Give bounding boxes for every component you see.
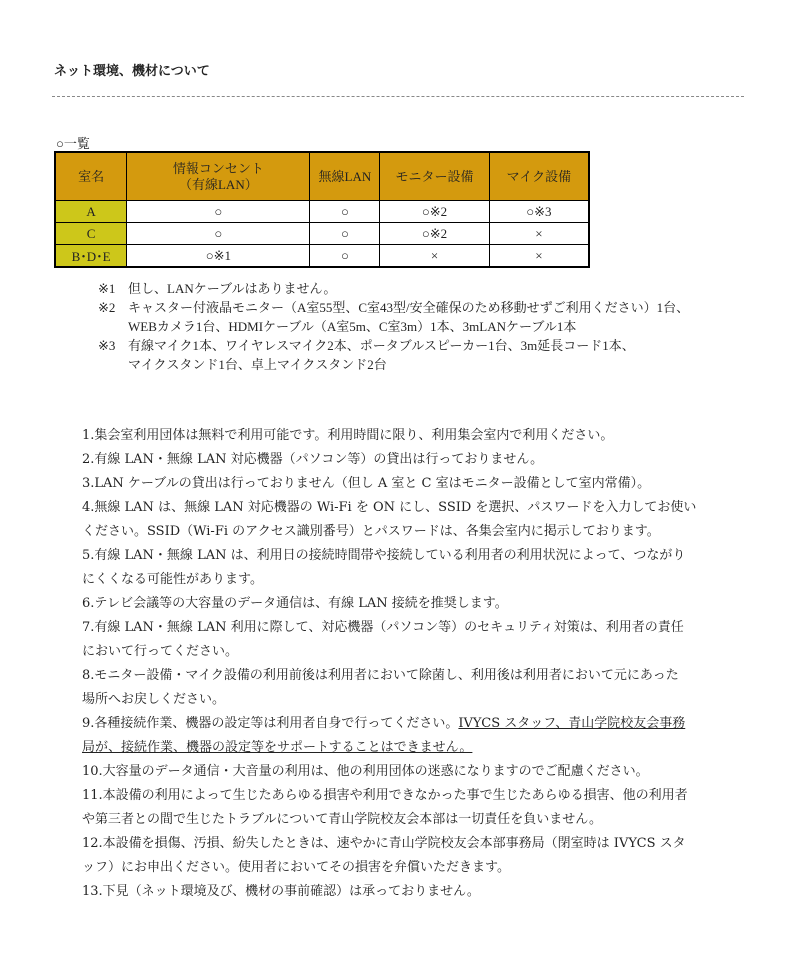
rule-item: 13.下見（ネット環境及び、機材の事前確認）は承っておりません。 — [82, 884, 480, 899]
mic-cell: × — [489, 245, 589, 268]
equipment-table — [54, 151, 590, 268]
footnote — [98, 336, 689, 355]
table-header-row — [55, 152, 589, 201]
mic-cell: × — [489, 223, 589, 245]
footnote-text: キャスター付液晶モニター（A室55型、C室43型/安全確保のため移動せずご利用ください）1台、 — [128, 300, 690, 315]
table-row — [55, 223, 589, 245]
rule-item: 4.無線 LAN は、無線 LAN 対応機器の Wi-Fi を ON にし、SSID を選択、パスワードを入力してお使い ください。SSID（Wi-Fi のアクセス識別番号）とパスワードは、各集会室内に掲示しております。 — [82, 500, 697, 539]
rule-item: 1.集会室利用団体は無料で利用可能です。利用時間に限り、利用集会室内で利用ください。 — [82, 428, 614, 443]
mic-cell: ○※3 — [489, 201, 589, 223]
footnote-text: 有線マイク1本、ワイヤレスマイク2本、ポータブルスピーカー1台、3m延長コード1本、 — [128, 338, 635, 353]
monitor-cell: × — [380, 245, 490, 268]
rule-item: 7.有線 LAN・無線 LAN 利用に際して、対応機器（パソコン等）のセキュリティ対策は、利用者の責任 において行ってください。 — [82, 620, 684, 659]
list-label: ○一覧 — [56, 136, 90, 151]
room-cell: B･D･E — [55, 245, 127, 268]
usage-rules — [82, 424, 762, 904]
rule-item: 11.本設備の利用によって生じたあらゆる損害や利用できなかった事で生じたあらゆる損害、他の利用者 や第三者との間で生じたトラブルについて青山学院校友会本部は一切責任を負いません。 — [82, 788, 688, 827]
underlined-notice: IVYCS スタッフ、青山学院校友会事務 — [458, 716, 686, 731]
footnote-mark: ※3 — [98, 338, 116, 353]
header-wireless-lan: 無線LAN — [310, 152, 380, 201]
wired-cell: ○ — [127, 201, 310, 223]
rule-item: 6.テレビ会議等の大容量のデータ通信は、有線 LAN 接続を推奨します。 — [82, 596, 508, 611]
page-title: ネット環境、機材について — [54, 64, 210, 79]
footnote-text: 但し、LANケーブルはありません。 — [128, 281, 337, 296]
header-mic: マイク設備 — [489, 152, 589, 201]
header-room: 室名 — [55, 152, 127, 201]
rule-item-9: 9.各種接続作業、機器の設定等は利用者自身で行ってください。IVYCS スタッフ、青山学院校友会事務 局が、接続作業、機器の設定等をサポートすることはできません。 — [82, 716, 686, 755]
rule-item: 8.モニター設備・マイク設備の利用前後は利用者において除菌し、利用後は利用者において元にあった 場所へお戻しください。 — [82, 668, 679, 707]
underlined-notice: 局が、接続作業、機器の設定等をサポートすることはできません。 — [82, 740, 473, 755]
wired-cell: ○※1 — [127, 245, 310, 268]
footnote — [98, 279, 689, 298]
rule-item: 10.大容量のデータ通信・大音量の利用は、他の利用団体の迷惑になりますのでご配慮ください。 — [82, 764, 649, 779]
wireless-cell: ○ — [310, 223, 380, 245]
footnote-text: マイクスタンド1台、卓上マイクスタンド2台 — [128, 357, 387, 372]
room-cell: C — [55, 223, 127, 245]
table-row — [55, 245, 589, 268]
rule-item: 12.本設備を損傷、汚損、紛失したときは、速やかに青山学院校友会本部事務局（閉室時は IVYCS スタ ッフ）にお申出ください。使用者においてその損害を弁償いただきます。 — [82, 836, 686, 875]
wireless-cell: ○ — [310, 201, 380, 223]
footnote-mark: ※2 — [98, 300, 116, 315]
footnote-text: WEBカメラ1台、HDMIケーブル（A室5m、C室3m）1本、3mLANケーブル1本 — [128, 319, 577, 334]
rule-item: 2.有線 LAN・無線 LAN 対応機器（パソコン等）の貸出は行っておりません。 — [82, 452, 544, 467]
footnote — [98, 298, 689, 317]
divider — [52, 96, 744, 97]
wireless-cell: ○ — [310, 245, 380, 268]
header-monitor: モニター設備 — [380, 152, 490, 201]
rule-item: 5.有線 LAN・無線 LAN は、利用日の接続時間帯や接続している利用者の利用状況によって、つながり にくくなる可能性があります。 — [82, 548, 686, 587]
rule-item: 3.LAN ケーブルの貸出は行っておりません（但し A 室と C 室はモニター設備として室内常備）。 — [82, 476, 651, 491]
footnotes — [98, 279, 689, 374]
monitor-cell: ○※2 — [380, 223, 490, 245]
wired-cell: ○ — [127, 223, 310, 245]
monitor-cell: ○※2 — [380, 201, 490, 223]
room-cell: A — [55, 201, 127, 223]
table-row — [55, 201, 589, 223]
footnote-mark: ※1 — [98, 281, 116, 296]
header-wired-lan: 情報コンセント （有線LAN） — [127, 152, 310, 201]
